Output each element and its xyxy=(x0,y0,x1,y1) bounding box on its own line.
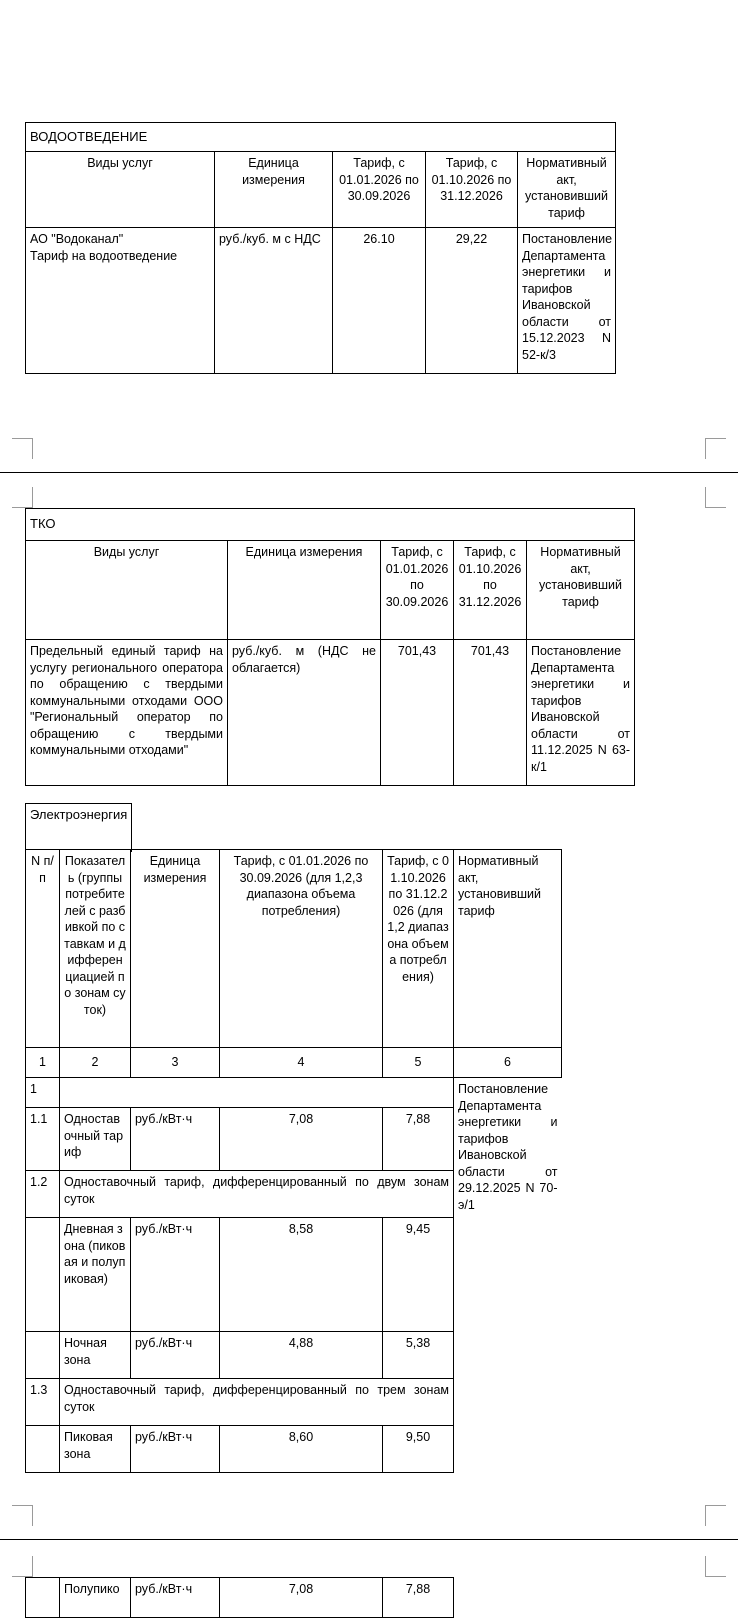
page-corner-mark xyxy=(12,438,33,459)
row-num: 1 xyxy=(26,1078,60,1108)
tko-table xyxy=(25,508,635,786)
row-name: Пиковая зона xyxy=(60,1426,131,1473)
row-unit: руб./кВт·ч xyxy=(131,1108,220,1171)
water-table xyxy=(25,122,616,374)
row-tariff-2: 5,38 xyxy=(383,1332,454,1379)
header-act: Нормативный акт, установивший тариф xyxy=(527,541,635,640)
header-service: Виды услуг xyxy=(26,152,215,228)
water-service-line1: АО "Водоканал" xyxy=(30,232,124,246)
row-num-empty xyxy=(26,1218,60,1332)
row-tariff-2: 7,88 xyxy=(383,1108,454,1171)
row-unit: руб./кВт·ч xyxy=(131,1578,220,1618)
water-tariff-1: 26.10 xyxy=(333,228,426,374)
row-tariff-2: 7,88 xyxy=(383,1578,454,1618)
header-act: Нормативный акт, установивший тариф xyxy=(518,152,616,228)
header-num: N п/п xyxy=(26,850,60,1048)
tko-tariff-1: 701,43 xyxy=(381,640,454,786)
page-corner-mark xyxy=(12,487,33,508)
tko-title: ТКО xyxy=(26,509,635,541)
tko-tariff-2: 701,43 xyxy=(454,640,527,786)
page-corner-mark xyxy=(705,1505,726,1526)
electric-title: Электроэнергия xyxy=(25,803,132,852)
row-tariff-1: 7,08 xyxy=(220,1108,383,1171)
row-tariff-1: 7,08 xyxy=(220,1578,383,1618)
water-act: Постановление Департамента энергетики и тарифов Ивановской области от 15.12.2023 N 52-к/3 xyxy=(518,228,616,374)
header-tariff-2: Тариф, с 01.10.2026 по 31.12.2026 xyxy=(426,152,518,228)
row-tariff-1: 8,60 xyxy=(220,1426,383,1473)
row-num: 1.2 xyxy=(26,1171,60,1218)
row-tariff-1: 4,88 xyxy=(220,1332,383,1379)
col-number: 1 xyxy=(26,1048,60,1078)
header-tariff-2: Тариф, с 01.10.2026 по 31.12.2026 (для 1,2 диапазона объема потребления) xyxy=(383,850,454,1048)
header-service: Виды услуг xyxy=(26,541,228,640)
row-num: 1.3 xyxy=(26,1379,60,1426)
tko-unit: руб./куб. м (НДС не облагается) xyxy=(228,640,381,786)
tko-act: Постановление Департамента энергетики и тарифов Ивановской области от 11.12.2025 N 63-к/1 xyxy=(527,640,635,786)
header-tariff-1: Тариф, с 01.01.2026 по 30.09.2026 xyxy=(333,152,426,228)
water-tariff-2: 29,22 xyxy=(426,228,518,374)
header-tariff-1: Тариф, с 01.01.2026 по 30.09.2026 (для 1,2,3 диапазона объема потребления) xyxy=(220,850,383,1048)
page-break-line xyxy=(0,1539,738,1540)
header-tariff-2: Тариф, с 01.10.2026 по 31.12.2026 xyxy=(454,541,527,640)
row-unit: руб./кВт·ч xyxy=(131,1426,220,1473)
page-corner-mark xyxy=(705,487,726,508)
page-corner-mark xyxy=(705,1556,726,1577)
header-unit: Единица измерения xyxy=(228,541,381,640)
col-number: 2 xyxy=(60,1048,131,1078)
row-unit: руб./кВт·ч xyxy=(131,1218,220,1332)
row-tariff-2: 9,45 xyxy=(383,1218,454,1332)
header-unit: Единица измерения xyxy=(131,850,220,1048)
row-num: 1.1 xyxy=(26,1108,60,1171)
header-unit: Единица измерения xyxy=(215,152,333,228)
col-number: 3 xyxy=(131,1048,220,1078)
row-empty xyxy=(60,1078,454,1108)
water-service-cell xyxy=(26,228,215,374)
header-indicator: Показатель (группы потребителей с разбивкой по ставкам и дифференциацией по зонам суток) xyxy=(60,850,131,1048)
water-service-line2: Тариф на водоотведение xyxy=(30,248,178,263)
page-break-line xyxy=(0,472,738,473)
water-title: ВОДООТВЕДЕНИЕ xyxy=(26,123,616,152)
page-corner-mark xyxy=(12,1556,33,1577)
row-name: Полупико xyxy=(60,1578,131,1618)
row-name: Одноставочный тариф xyxy=(60,1108,131,1171)
row-num-empty xyxy=(26,1332,60,1379)
page-corner-mark xyxy=(705,438,726,459)
row-name: Одноставочный тариф, дифференцированный по двум зонам суток xyxy=(60,1171,454,1218)
row-tariff-2: 9,50 xyxy=(383,1426,454,1473)
header-act: Нормативный акт, установивший тариф xyxy=(454,850,562,1048)
header-tariff-1: Тариф, с 01.01.2026 по 30.09.2026 xyxy=(381,541,454,640)
water-unit: руб./куб. м с НДС xyxy=(215,228,333,374)
row-num-empty xyxy=(26,1426,60,1473)
col-number: 4 xyxy=(220,1048,383,1078)
page-corner-mark xyxy=(12,1505,33,1526)
col-number: 6 xyxy=(454,1048,562,1078)
electric-table-continued xyxy=(25,1577,454,1618)
row-unit: руб./кВт·ч xyxy=(131,1332,220,1379)
electric-table xyxy=(25,849,562,1473)
row-name: Ночная зона xyxy=(60,1332,131,1379)
row-num-empty xyxy=(26,1578,60,1618)
row-name: Одноставочный тариф, дифференцированный по трем зонам суток xyxy=(60,1379,454,1426)
tko-service: Предельный единый тариф на услугу регионального оператора по обращению с твердыми коммунальными отходами ООО "Региональный оператор по обращению с твердыми коммунальными отходами" xyxy=(26,640,228,786)
row-tariff-1: 8,58 xyxy=(220,1218,383,1332)
electric-act: Постановление Департамента энергетики и тарифов Ивановской области от 29.12.2025 N 70-э/1 xyxy=(454,1078,562,1473)
row-name: Дневная зона (пиковая и полупиковая) xyxy=(60,1218,131,1332)
col-number: 5 xyxy=(383,1048,454,1078)
